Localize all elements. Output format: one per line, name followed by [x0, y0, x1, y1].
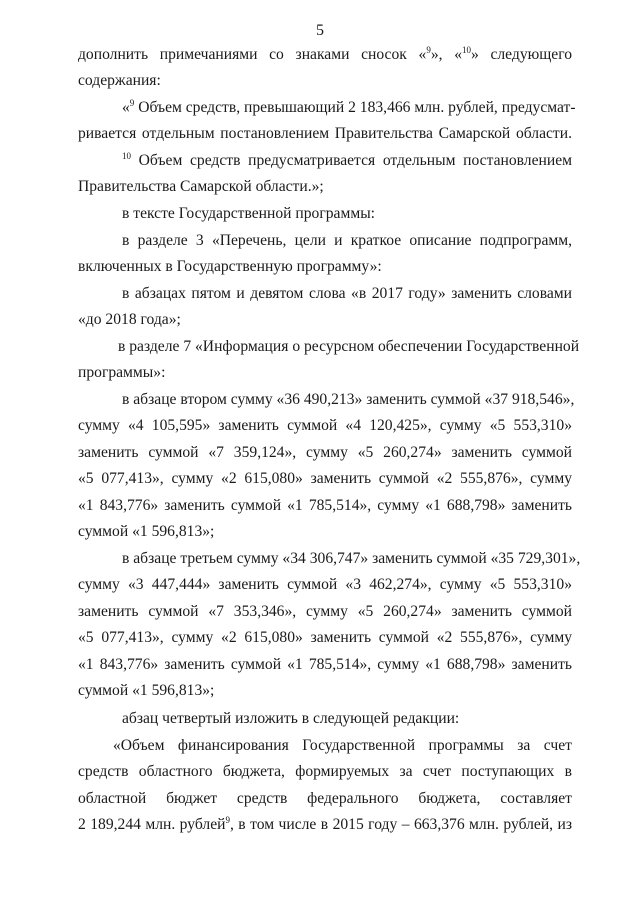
- text-segment: «до 2018 года»;: [78, 311, 181, 328]
- text-line: [78, 655, 572, 675]
- text-line: [78, 815, 572, 835]
- footnote-mark: 10: [122, 151, 131, 161]
- text-segment: «5 077,413», сумму «2 615,080» заменить суммой «2 555,876», сумму: [78, 470, 572, 487]
- text-line: [78, 602, 572, 622]
- text-segment: Объем средств предусматривается отдельным постановлением: [131, 152, 572, 169]
- text-line: [78, 310, 572, 330]
- text-segment: в тексте Государственной программы:: [122, 205, 376, 222]
- footnote-mark: 9: [426, 45, 431, 55]
- text-segment: программы»:: [78, 364, 166, 381]
- text-segment: суммой «1 596,813»;: [78, 682, 215, 699]
- text-segment: сумму «4 105,595» заменить суммой «4 120,425», сумму «5 553,310»: [78, 417, 572, 434]
- text-segment: содержания:: [78, 72, 161, 89]
- text-line: [122, 231, 572, 251]
- text-line: [78, 575, 572, 595]
- text-line: [122, 204, 572, 224]
- footnote-mark: 9: [225, 815, 230, 825]
- text-line: [78, 443, 572, 463]
- text-line: [78, 177, 572, 197]
- text-segment: «1 843,776» заменить суммой «1 785,514», сумму «1 688,798» заменить: [78, 497, 572, 514]
- text-segment: включенных в Государственную программу»:: [78, 258, 382, 275]
- text-line: [113, 736, 572, 756]
- text-segment: в разделе 7 «Информация о ресурсном обеспечении Государственной: [118, 338, 580, 355]
- text-segment: Правительства Самарской области.»;: [78, 178, 324, 195]
- text-line: [118, 337, 580, 357]
- text-line: [122, 284, 572, 304]
- text-line: [122, 549, 581, 569]
- text-segment: , в том числе в 2015 году – 663,376 млн. рублей, из: [229, 816, 573, 833]
- text-line: [78, 762, 572, 782]
- footnote-mark: 10: [462, 45, 471, 55]
- text-line: [122, 98, 576, 118]
- text-segment: ривается отдельным постановлением Правительства Самарской области.: [78, 125, 572, 142]
- footnote-mark: 9: [129, 98, 135, 108]
- text-segment: суммой «1 596,813»;: [78, 523, 215, 540]
- text-line: [122, 390, 575, 410]
- text-segment: заменить суммой «7 353,346», сумму «5 260,274» заменить суммой: [78, 603, 572, 620]
- text-segment: в абзаце втором сумму «36 490,213» заменить суммой «37 918,546»,: [122, 391, 575, 408]
- text-line: [78, 789, 572, 809]
- text-segment: заменить суммой «7 359,124», сумму «5 260,274» заменить суммой: [78, 444, 572, 461]
- text-line: [78, 124, 572, 144]
- text-line: [78, 681, 572, 701]
- text-segment: », «: [430, 46, 462, 63]
- text-segment: Объем средств, превышающий 2 183,466 млн. рублей, предусмат-: [134, 99, 576, 116]
- text-segment: в абзаце третьем сумму «34 306,747» заменить суммой «35 729,301»,: [122, 550, 581, 567]
- text-segment: в абзацах пятом и девятом слова «в 2017 году» заменить словами: [122, 285, 572, 302]
- text-segment: «5 077,413», сумму «2 615,080» заменить суммой «2 555,876», сумму: [78, 629, 572, 646]
- text-line: [78, 416, 572, 436]
- text-segment: областной бюджет средств федерального бюджета, составляет: [78, 790, 572, 807]
- text-line: [122, 709, 572, 729]
- text-line: [78, 363, 572, 383]
- text-line: [78, 522, 572, 542]
- page-number: 5: [316, 22, 324, 39]
- text-line: [122, 151, 572, 171]
- text-line: [78, 71, 572, 91]
- text-segment: 2 189,244 млн. рублей: [78, 816, 226, 833]
- text-line: [78, 45, 572, 65]
- text-segment: сумму «3 447,444» заменить суммой «3 462,274», сумму «5 553,310»: [78, 576, 572, 593]
- text-segment: средств областного бюджета, формируемых за счет поступающих в: [78, 763, 572, 780]
- text-segment: дополнить примечаниями со знаками сносок «: [78, 46, 427, 63]
- text-line: [78, 496, 572, 516]
- text-segment: » следующего: [471, 46, 573, 63]
- text-segment: в разделе 3 «Перечень, цели и краткое описание подпрограмм,: [122, 232, 572, 249]
- text-segment: «: [122, 99, 130, 116]
- text-line: [78, 257, 572, 277]
- text-segment: абзац четвертый изложить в следующей редакции:: [122, 710, 460, 727]
- text-line: [78, 628, 572, 648]
- text-line: [78, 469, 572, 489]
- text-segment: «Объем финансирования Государственной программы за счет: [113, 737, 572, 754]
- text-segment: «1 843,776» заменить суммой «1 785,514», сумму «1 688,798» заменить: [78, 656, 572, 673]
